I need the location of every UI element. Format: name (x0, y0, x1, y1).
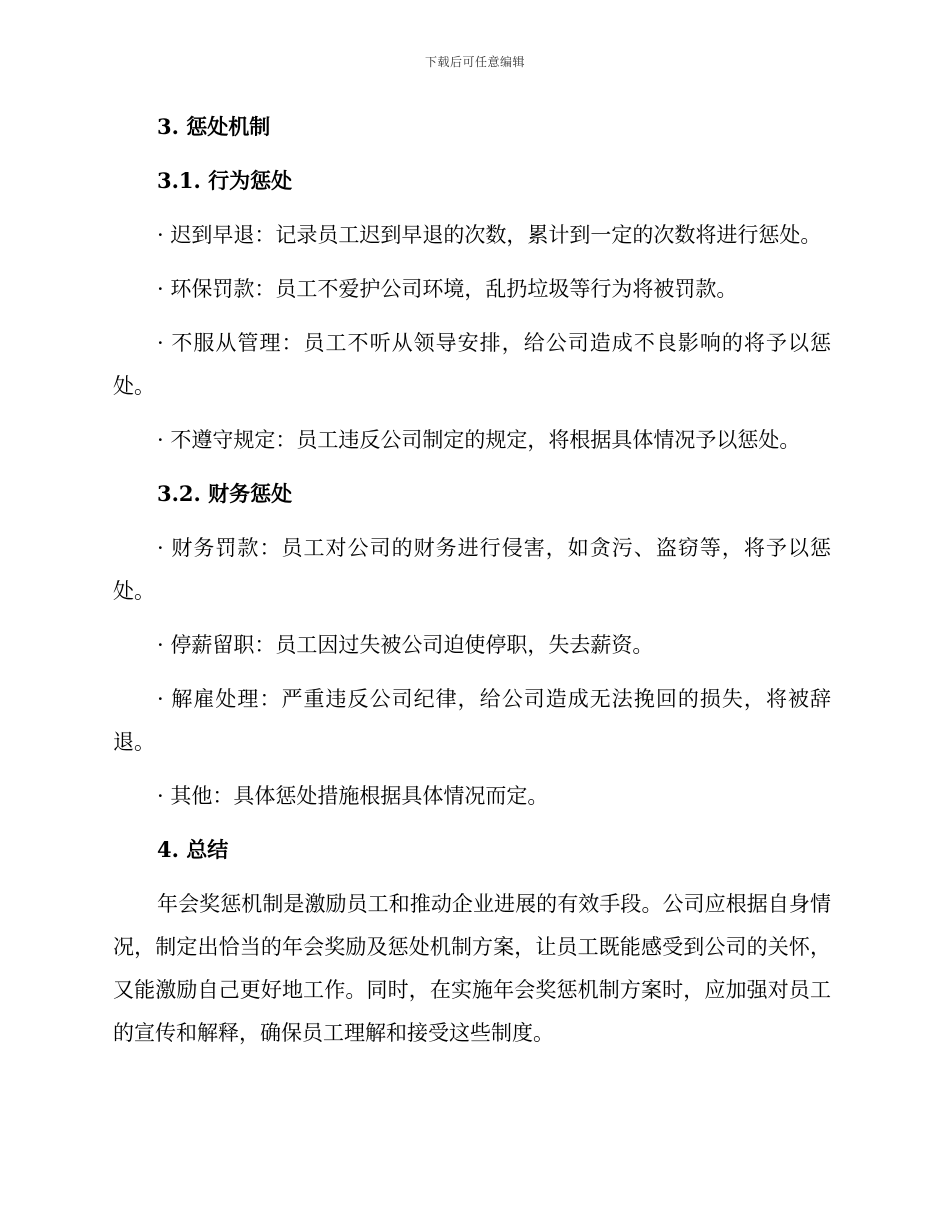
section-heading-summary: 4. 总结 (157, 837, 229, 862)
paragraph-financial-fine: · 财务罚款：员工对公司的财务进行侵害，如贪污、盗窃等，将予以惩处。 (113, 536, 831, 603)
paragraph-other: · 其他：具体惩处措施根据具体情况而定。 (157, 784, 549, 808)
subsection-heading-behavior-penalty: 3.1. 行为惩处 (157, 168, 293, 193)
paragraph-summary: 年会奖惩机制是激励员工和推动企业进展的有效手段。公司应根据自身情况，制定出恰当的年会奖励及惩处机制方案，让员工既能感受到公司的关怀，又能激励自己更好地工作。同时，在实施年会奖惩机制方案时，应加强对员工的宣传和解释，确保员工理解和接受这些制度。 (113, 892, 831, 1045)
paragraph-environment-fine: · 环保罚款：员工不爱护公司环境，乱扔垃圾等行为将被罚款。 (157, 277, 738, 301)
paragraph-late-early: · 迟到早退：记录员工迟到早退的次数，累计到一定的次数将进行惩处。 (157, 223, 822, 247)
document-body (113, 106, 831, 1066)
section-heading-penalty-mechanism: 3. 惩处机制 (157, 114, 271, 139)
paragraph-rule-violation: · 不遵守规定：员工违反公司制定的规定，将根据具体情况予以惩处。 (157, 428, 801, 452)
subsection-heading-financial-penalty: 3.2. 财务惩处 (157, 481, 293, 506)
paragraph-suspension: · 停薪留职：员工因过失被公司迫使停职，失去薪资。 (157, 633, 654, 657)
page-header: 下载后可任意编辑 (424, 55, 525, 69)
paragraph-dismissal: · 解雇处理：严重违反公司纪律，给公司造成无法挽回的损失，将被辞退。 (113, 687, 831, 754)
paragraph-insubordination: · 不服从管理：员工不听从领导安排，给公司造成不良影响的将予以惩处。 (113, 331, 831, 398)
